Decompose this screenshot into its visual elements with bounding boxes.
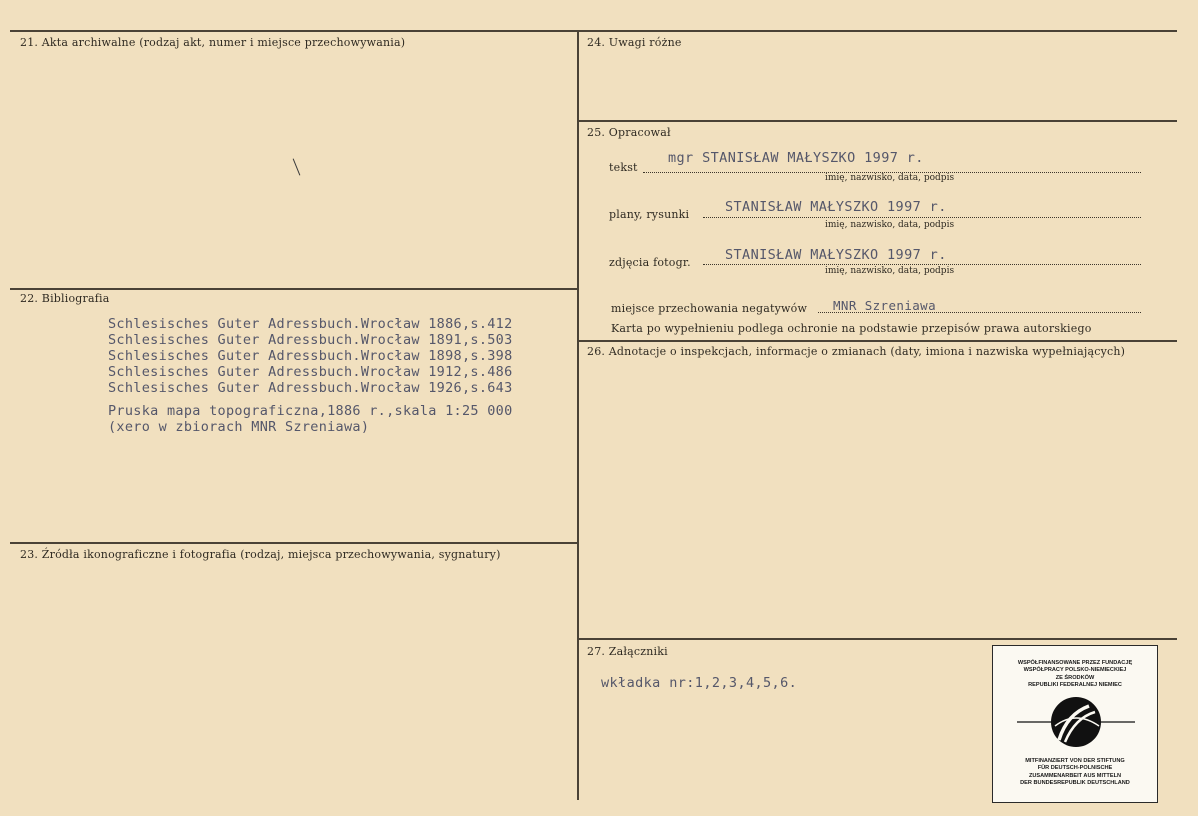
tekst-value: mgr STANISŁAW MAŁYSZKO 1997 r. — [668, 150, 924, 166]
stamp-top-text: WSPÓŁFINANSOWANE PRZEZ FUNDACJĘ WSPÓŁPRACY POLSKO-NIEMIECKIEJ ZE ŚRODKÓW REPUBLIKI FEDERALNEJ NIEMIEC — [1017, 660, 1133, 688]
funding-stamp — [992, 645, 1158, 803]
bibliography-entry: Schlesisches Guter Adressbuch.Wrocław 1891,s.503 — [108, 332, 513, 348]
divider-21-22 — [10, 288, 578, 290]
divider-26-27 — [578, 638, 1177, 640]
zdjecia-line — [703, 264, 1141, 265]
zdjecia-caption: imię, nazwisko, data, podpis — [825, 266, 955, 276]
bibliography-entry: Schlesisches Guter Adressbuch.Wrocław 1912,s.486 — [108, 364, 513, 380]
section-26-label: 26. Adnotacje o inspekcjach, informacje o zmianach (daty, imiona i nazwiska wypełniających) — [587, 345, 1126, 358]
plany-caption: imię, nazwisko, data, podpis — [825, 220, 955, 230]
bibliography-map-line: Pruska mapa topograficzna,1886 r.,skala 1:25 000 — [108, 403, 513, 419]
section-22-label: 22. Bibliografia — [20, 292, 110, 305]
bibliography-entry: Schlesisches Guter Adressbuch.Wrocław 1886,s.412 — [108, 316, 513, 332]
section-21-label: 21. Akta archiwalne (rodzaj akt, numer i miejsce przechowywania) — [20, 36, 406, 49]
bibliography-entry: Schlesisches Guter Adressbuch.Wrocław 1926,s.643 — [108, 380, 513, 396]
section-23-label: 23. Źródła ikonograficzne i fotografia (rodzaj, miejsca przechowywania, sygnatury) — [20, 548, 501, 561]
divider-25-26 — [578, 340, 1177, 342]
copyright-notice: Karta po wypełnieniu podlega ochronie na podstawie przepisów prawa autorskiego — [611, 322, 1092, 335]
zdjecia-label: zdjęcia fotogr. — [609, 256, 691, 269]
tekst-caption: imię, nazwisko, data, podpis — [825, 173, 955, 183]
bibliography-entry: Schlesisches Guter Adressbuch.Wrocław 1898,s.398 — [108, 348, 513, 364]
bridge-logo-icon — [1015, 696, 1137, 752]
top-border — [10, 30, 1177, 32]
divider-22-23 — [10, 542, 578, 544]
section-24-label: 24. Uwagi różne — [587, 36, 682, 49]
zdjecia-value: STANISŁAW MAŁYSZKO 1997 r. — [725, 247, 947, 263]
plany-label: plany, rysunki — [609, 208, 690, 221]
plany-line — [703, 217, 1141, 218]
tekst-label: tekst — [609, 161, 638, 174]
stamp-bottom-text: MITFINANZIERT VON DER STIFTUNG FÜR DEUTSCH-POLNISCHE ZUSAMMENARBEIT AUS MITTELN DER BUNDESREPUBLIK DEUTSCHLAND — [1020, 758, 1130, 786]
section-27-label: 27. Załączniki — [587, 645, 668, 658]
negatywy-value: MNR Szreniawa — [833, 298, 937, 313]
divider-24-25 — [578, 120, 1177, 122]
attachments-value: wkładka nr:1,2,3,4,5,6. — [601, 675, 798, 691]
pen-mark — [293, 158, 301, 175]
section-25-label: 25. Opracował — [587, 126, 671, 139]
center-divider — [577, 30, 579, 800]
plany-value: STANISŁAW MAŁYSZKO 1997 r. — [725, 199, 947, 215]
bibliography-map-note: (xero w zbiorach MNR Szreniawa) — [108, 419, 370, 435]
negatywy-label: miejsce przechowania negatywów — [611, 302, 808, 315]
